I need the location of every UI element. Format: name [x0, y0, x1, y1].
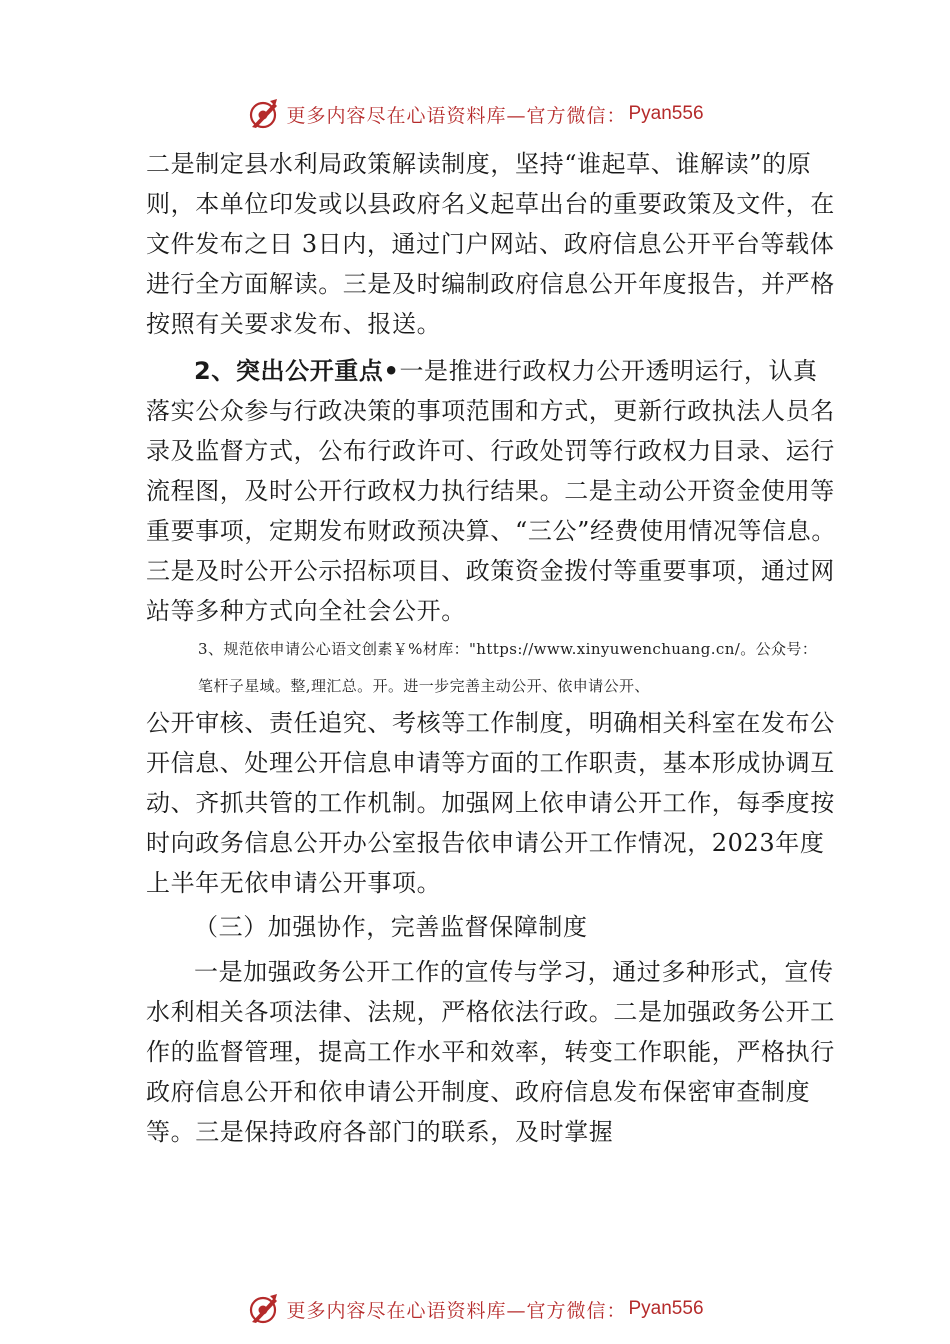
- section-three-heading: （三）加强协作，完善监督保障制度: [194, 913, 588, 941]
- footer-watermark-banner: [0, 1289, 950, 1329]
- header-watermark-banner: [0, 94, 950, 134]
- section-2-heading: 2、突出公开重点•: [194, 357, 400, 385]
- paragraph-policy-interpretation: 二是制定县水利局政策解读制度，坚持“谁起草、谁解读”的原则，本单位印发或以县政府名义起草出台的重要政策及文件，在文件发布之日 3日内，通过门户网站、政府信息公开平台等载体进行全方面解读。三是及时编制政府信息公开年度报告，并严格按照有关要求发布、报送。: [146, 150, 835, 338]
- section-3-watermark-line-1: 3、规范依申请公心语文创素￥%材库："https://www.xinyuwenchuang.cn/。公众号：: [198, 640, 818, 658]
- banner-wechat-id: Pyan556: [628, 1298, 704, 1319]
- banner-text: 更多内容尽在心语资料库—官方微信：: [286, 1299, 627, 1322]
- section-3-watermark-line-2: 笔杆子星域。整,理汇总。开。进一步完善主动公开、依申请公开、: [198, 677, 650, 695]
- quill-logo-icon: [246, 1292, 280, 1326]
- document-body: [146, 144, 836, 1152]
- banner-wechat-id: Pyan556: [628, 103, 704, 124]
- paragraph-public-focus: [146, 351, 836, 631]
- paragraph-application-disclosure: 公开审核、责任追究、考核等工作制度，明确相关科室在发布公开信息、处理公开信息申请等方面的工作职责，基本形成协调互动、齐抓共管的工作机制。加强网上依申请公开工作，每季度按时向政务信息公开办公室报告依申请公开工作情况，2023年度上半年无依申请公开事项。: [146, 709, 835, 897]
- section-2-body: 一是推进行政权力公开透明运行，认真落实公众参与行政决策的事项范围和方式，更新行政执法人员名录及监督方式，公布行政许可、行政处罚等行政权力目录、运行流程图，及时公开行政权力执行结果。二是主动公开资金使用等重要事项，定期发布财政预决算、“三公”经费使用情况等信息。三是及时公开公示招标项目、政策资金拨付等重要事项，通过网站等多种方式向全社会公开。: [146, 357, 836, 625]
- paragraph-supervision: 一是加强政务公开工作的宣传与学习，通过多种形式，宣传水利相关各项法律、法规，严格依法行政。二是加强政务公开工作的监督管理，提高工作水平和效率，转变工作职能，严格执行政府信息公开和依申请公开制度、政府信息发布保密审查制度等。三是保持政府各部门的联系，及时掌握: [146, 958, 835, 1146]
- quill-logo-icon: [246, 97, 280, 131]
- banner-text: 更多内容尽在心语资料库—官方微信：: [286, 104, 627, 127]
